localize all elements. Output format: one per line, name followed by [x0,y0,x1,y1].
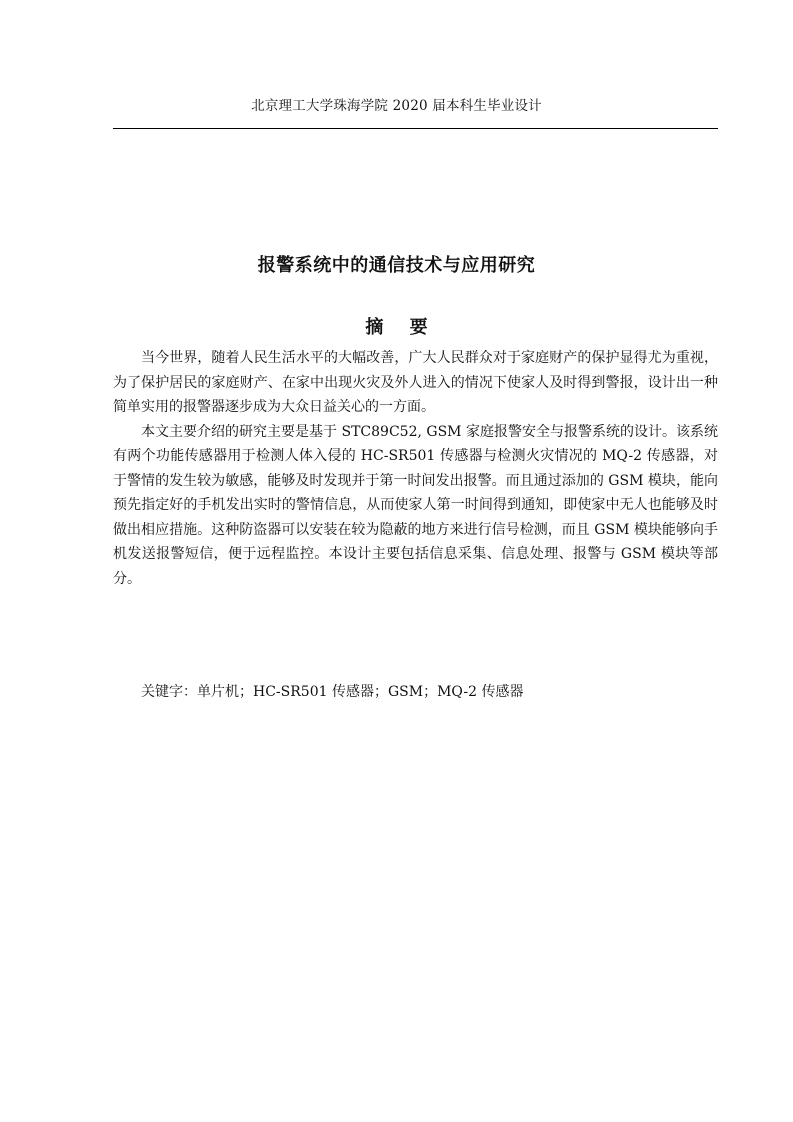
abstract-paragraph-2: 本文主要介绍的研究主要是基于 STC89C52, GSM 家庭报警安全与报警系统的设计。该系统有两个功能传感器用于检测人体入侵的 HC-SR501 传感器与检测火灾情况的 MQ-2 传感器，对于警情的发生较为敏感，能够及时发现并于第一时间发出报警。而且通过添加的 GSM 模块，能向预先指定好的手机发出实时的警情信息，从而使家人第一时间得到通知，即使家中无人也能够及时做出相应措施。这种防盗器可以安装在较为隐蔽的地方来进行信号检测，而且 GSM 模块能够向手机发送报警短信，便于远程监控。本设计主要包括信息采集、信息处理、报警与 GSM 模块等部分。 [113,423,718,587]
abstract-heading: 摘 要 [365,317,438,338]
abstract-body [113,346,718,591]
document-title: 报警系统中的通信技术与应用研究 [257,255,536,276]
keywords-line: 关键字：单片机；HC-SR501 传感器；GSM；MQ-2 传感器 [141,684,524,700]
header-divider [113,128,718,129]
abstract-paragraph-1: 当今世界，随着人民生活水平的大幅改善，广大人民群众对于家庭财产的保护显得尤为重视，为了保护居民的家庭财产、在家中出现火灾及外人进入的情况下使家人及时得到警报，设计出一种简单实用的报警器逐步成为大众日益关心的一方面。 [113,350,718,415]
page-header: 北京理工大学珠海学院 2020 届本科生毕业设计 [251,98,542,114]
